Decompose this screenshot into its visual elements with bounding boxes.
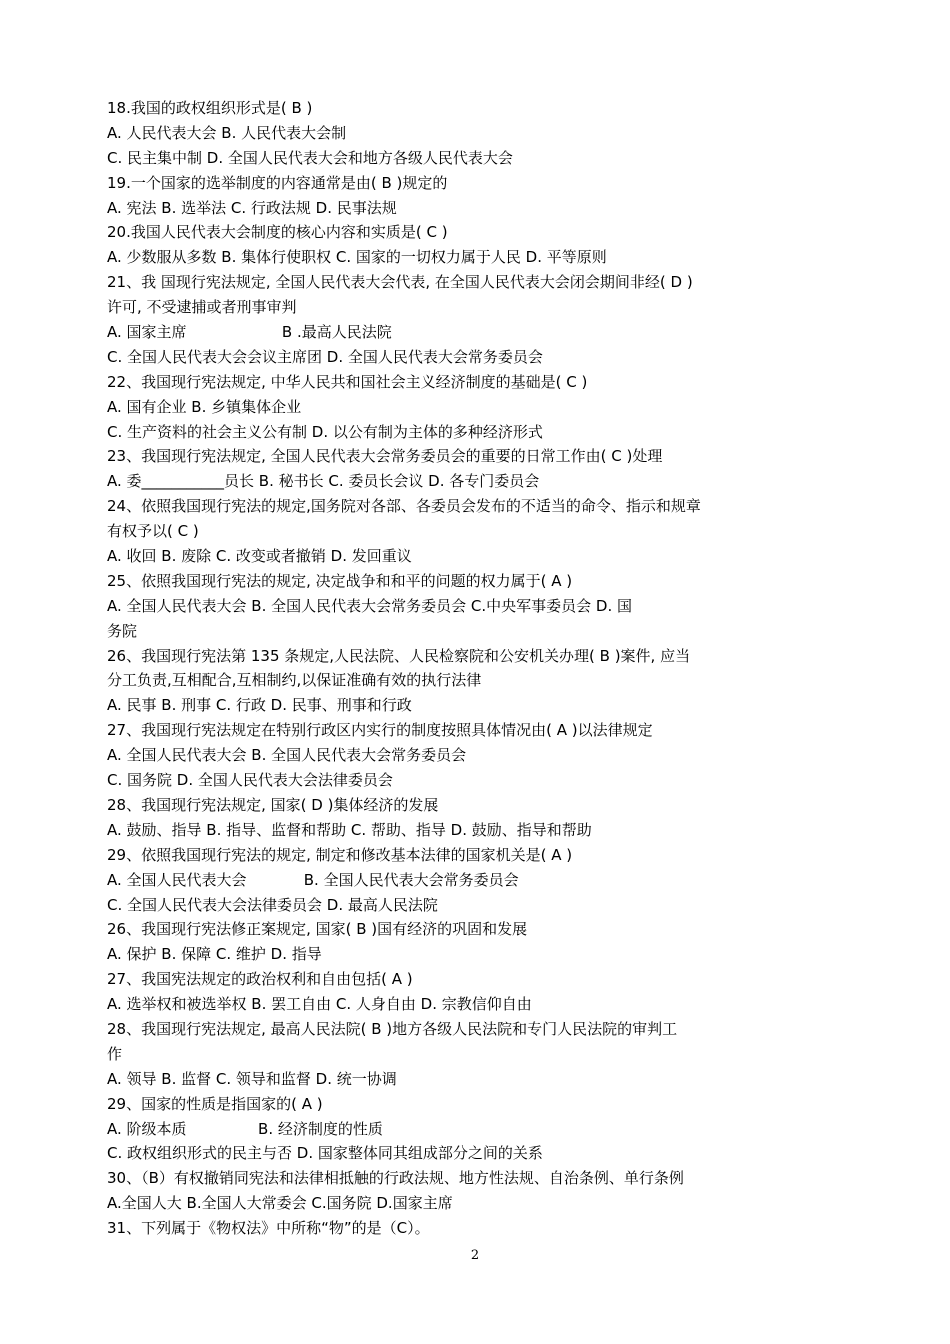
question-29b: 29、国家的性质是指国家的( A ) <box>107 1094 323 1113</box>
question-23: 23、我国现行宪法规定, 全国人民代表大会常务委员会的重要的日常工作由( C )处理 <box>107 447 663 466</box>
question-25-options-continued: 务院 <box>107 621 138 640</box>
question-21-options-ab: A. 国家主席 B .最高人民法院 <box>107 323 392 342</box>
question-31: 31、下列属于《物权法》中所称“物”的是（C）。 <box>107 1219 430 1238</box>
question-21-options-cd: C. 全国人民代表大会会议主席团 D. 全国人民代表大会常务委员会 <box>107 347 543 366</box>
question-26: 26、我国现行宪法第 135 条规定,人民法院、人民检察院和公安机关办理( B )案件, 应当 <box>107 646 691 665</box>
question-19-options: A. 宪法 B. 选举法 C. 行政法规 D. 民事法规 <box>107 198 397 217</box>
question-29b-options-cd: C. 政权组织形式的民主与否 D. 国家整体同其组成部分之间的关系 <box>107 1144 543 1163</box>
question-18-options-cd: C. 民主集中制 D. 全国人民代表大会和地方各级人民代表大会 <box>107 148 513 167</box>
question-24-continued: 有权予以( C ) <box>107 522 199 541</box>
question-25: 25、依照我国现行宪法的规定, 决定战争和和平的问题的权力属于( A ) <box>107 571 573 590</box>
question-18: 18.我国的政权组织形式是( B ) <box>107 99 313 117</box>
question-27-options-cd: C. 国务院 D. 全国人民代表大会法律委员会 <box>107 771 393 790</box>
question-26-continued: 分工负责,互相配合,互相制约,以保证准确有效的执行法律 <box>107 671 482 690</box>
question-27: 27、我国现行宪法规定在特别行政区内实行的制度按照具体情况由( A )以法律规定 <box>107 721 653 740</box>
question-27-options-ab: A. 全国人民代表大会 B. 全国人民代表大会常务委员会 <box>107 746 467 765</box>
question-29-options-ab: A. 全国人民代表大会 B. 全国人民代表大会常务委员会 <box>107 870 519 889</box>
question-28b-options: A. 领导 B. 监督 C. 领导和监督 D. 统一协调 <box>107 1069 397 1088</box>
question-18-options-ab: A. 人民代表大会 B. 人民代表大会制 <box>107 123 347 142</box>
question-29: 29、依照我国现行宪法的规定, 制定和修改基本法律的国家机关是( A ) <box>107 845 573 864</box>
question-27b: 27、我国宪法规定的政治权利和自由包括( A ) <box>107 970 413 989</box>
question-25-options: A. 全国人民代表大会 B. 全国人民代表大会常务委员会 C.中央军事委员会 D. 国 <box>107 596 632 615</box>
question-24-options: A. 收回 B. 废除 C. 改变或者撤销 D. 发回重议 <box>107 547 412 566</box>
question-19: 19.一个国家的选举制度的内容通常是由( B )规定的 <box>107 173 448 192</box>
question-28b: 28、我国现行宪法规定, 最高人民法院( B )地方各级人民法院和专门人民法院的审判工 <box>107 1019 678 1038</box>
question-29b-options-ab: A. 阶级本质 B. 经济制度的性质 <box>107 1119 383 1138</box>
question-26-options: A. 民事 B. 刑事 C. 行政 D. 民事、刑事和行政 <box>107 696 412 715</box>
question-21-continued: 许可, 不受逮捕或者刑事审判 <box>107 298 297 317</box>
question-30: 30、（B）有权撤销同宪法和法律相抵触的行政法规、地方性法规、自治条例、单行条例 <box>107 1169 684 1188</box>
question-28: 28、我国现行宪法规定, 国家( D )集体经济的发展 <box>107 795 439 814</box>
question-29-options-cd: C. 全国人民代表大会法律委员会 D. 最高人民法院 <box>107 895 438 914</box>
question-22: 22、我国现行宪法规定, 中华人民共和国社会主义经济制度的基础是( C ) <box>107 372 588 391</box>
question-20: 20.我国人民代表大会制度的核心内容和实质是( C ) <box>107 223 448 242</box>
question-26b: 26、我国现行宪法修正案规定, 国家( B )国有经济的巩固和发展 <box>107 920 528 939</box>
document-body <box>107 96 797 1241</box>
question-28-options: A. 鼓励、指导 B. 指导、监督和帮助 C. 帮助、指导 D. 鼓励、指导和帮助 <box>107 820 592 839</box>
question-23-options: A. 委___________员长 B. 秘书长 C. 委员长会议 D. 各专门委员会 <box>107 472 540 491</box>
question-20-options: A. 少数服从多数 B. 集体行使职权 C. 国家的一切权力属于人民 D. 平等原则 <box>107 248 607 267</box>
question-27b-options: A. 选举权和被选举权 B. 罢工自由 C. 人身自由 D. 宗教信仰自由 <box>107 995 532 1014</box>
question-28b-continued: 作 <box>107 1044 123 1063</box>
question-30-options: A.全国人大 B.全国人大常委会 C.国务院 D.国家主席 <box>107 1194 453 1213</box>
question-22-options-cd: C. 生产资料的社会主义公有制 D. 以公有制为主体的多种经济形式 <box>107 422 543 441</box>
question-26b-options: A. 保护 B. 保障 C. 维护 D. 指导 <box>107 945 322 964</box>
question-21: 21、我 国现行宪法规定, 全国人民代表大会代表, 在全国人民代表大会闭会期间非经( D ) <box>107 273 693 292</box>
page-number: 2 <box>470 1248 480 1263</box>
question-22-options-ab: A. 国有企业 B. 乡镇集体企业 <box>107 397 302 416</box>
question-24: 24、依照我国现行宪法的规定,国务院对各部、各委员会发布的不适当的命令、指示和规章 <box>107 497 701 516</box>
